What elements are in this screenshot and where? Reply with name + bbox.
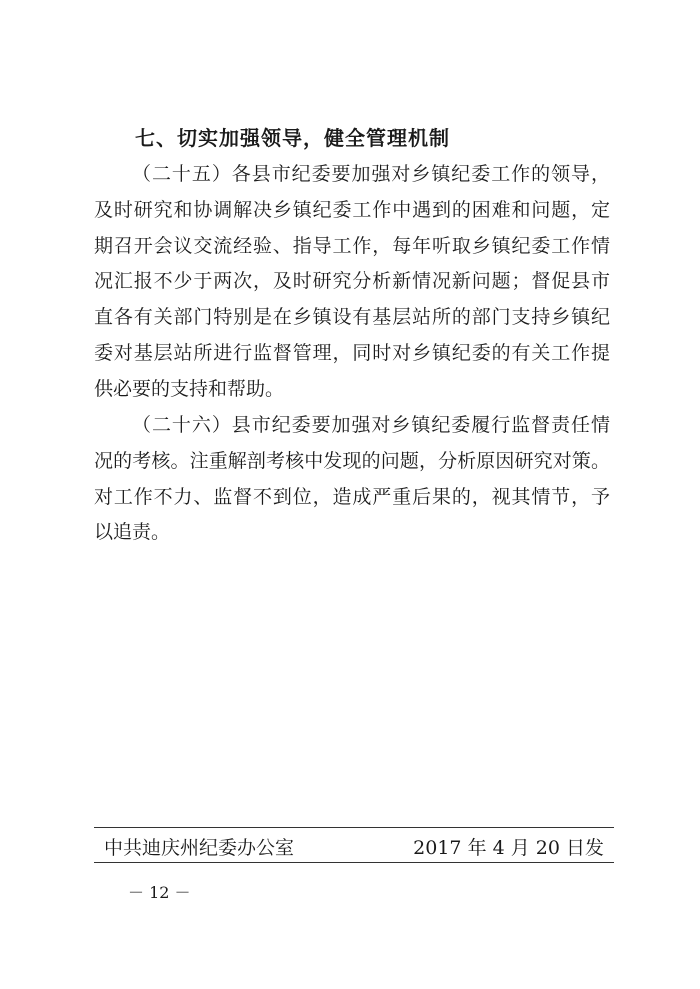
paragraph-line: 况汇报不少于两次，及时研究分析新情况新问题；督促县市 (94, 270, 610, 293)
footer-issue-date: 2017 年 4 月 20 日发 (413, 837, 604, 859)
paragraph-26 (94, 408, 610, 551)
paragraph-line: 供必要的支持和帮助。 (94, 377, 285, 400)
footer-top-rule (94, 827, 614, 828)
paragraph-25 (94, 157, 610, 408)
page-number: － 12 － (128, 883, 191, 902)
paragraph-line: 直各有关部门特别是在乡镇设有基层站所的部门支持乡镇纪 (94, 306, 610, 329)
footer-bottom-rule (94, 862, 614, 863)
paragraph-line: 委对基层站所进行监督管理，同时对乡镇纪委的有关工作提 (94, 341, 610, 364)
footer-organization: 中共迪庆州纪委办公室 (104, 837, 295, 859)
paragraph-line: 期召开会议交流经验、指导工作，每年听取乡镇纪委工作情 (94, 234, 610, 257)
paragraph-line: 以追责。 (94, 521, 171, 544)
paragraph-line: 况的考核。注重解剖考核中发现的问题，分析原因研究对策。 (94, 449, 610, 472)
paragraph-line: 对工作不力、监督不到位，造成严重后果的，视其情节，予 (94, 485, 610, 508)
paragraph-line: （二十五）各县市纪委要加强对乡镇纪委工作的领导， (132, 163, 610, 185)
section-heading: 七、切实加强领导，健全管理机制 (135, 126, 450, 150)
paragraph-line: （二十六）县市纪委要加强对乡镇纪委履行监督责任情 (132, 414, 610, 436)
paragraph-line: 及时研究和协调解决乡镇纪委工作中遇到的困难和问题，定 (94, 198, 610, 221)
